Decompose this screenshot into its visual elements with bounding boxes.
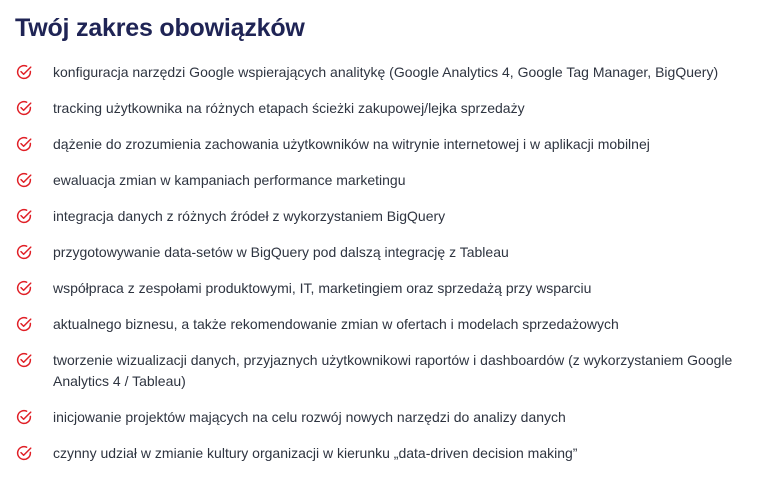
list-item: [15, 407, 765, 429]
list-item: [15, 98, 765, 120]
section-title: Twój zakres obowiązków: [15, 14, 305, 42]
list-item-text: czynny udział w zmianie kultury organizacji w kierunku „data-driven decision making”: [53, 445, 578, 461]
list-item: [15, 242, 765, 264]
list-item: [15, 62, 765, 84]
list-item: [15, 350, 765, 392]
responsibilities-section: [15, 12, 765, 479]
list-item-text: tworzenie wizualizacji danych, przyjaznych użytkownikowi raportów i dashboardów (z wykorzystaniem Google Analytics 4 / Tableau): [53, 352, 733, 389]
responsibilities-list: [15, 62, 765, 465]
list-item: [15, 170, 765, 192]
list-item-text: tracking użytkownika na różnych etapach ścieżki zakupowej/lejka sprzedaży: [53, 100, 525, 116]
list-item-text: dążenie do zrozumienia zachowania użytkowników na witrynie internetowej i w aplikacji mobilnej: [53, 136, 650, 152]
check-circle-icon: [15, 279, 33, 297]
list-item: [15, 278, 765, 300]
list-item-text: aktualnego biznesu, a także rekomendowanie zmian w ofertach i modelach sprzedażowych: [53, 316, 619, 332]
list-item-text: współpraca z zespołami produktowymi, IT, marketingiem oraz sprzedażą przy wsparciu: [53, 280, 592, 296]
check-circle-icon: [15, 243, 33, 261]
check-circle-icon: [15, 315, 33, 333]
list-item: [15, 206, 765, 228]
list-item-text: integracja danych z różnych źródeł z wykorzystaniem BigQuery: [53, 208, 446, 224]
list-item-text: ewaluacja zmian w kampaniach performance marketingu: [53, 172, 406, 188]
list-item-text: przygotowywanie data-setów w BigQuery pod dalszą integrację z Tableau: [53, 244, 509, 260]
list-item-text: konfiguracja narzędzi Google wspierających analitykę (Google Analytics 4, Google Tag Manager, BigQuery): [53, 64, 719, 80]
check-circle-icon: [15, 351, 33, 369]
list-item: [15, 134, 765, 156]
check-circle-icon: [15, 408, 33, 426]
list-item: [15, 443, 765, 465]
check-circle-icon: [15, 207, 33, 225]
list-item-text: inicjowanie projektów mających na celu rozwój nowych narzędzi do analizy danych: [53, 409, 566, 425]
check-circle-icon: [15, 444, 33, 462]
check-circle-icon: [15, 135, 33, 153]
list-item: [15, 314, 765, 336]
check-circle-icon: [15, 63, 33, 81]
check-circle-icon: [15, 171, 33, 189]
check-circle-icon: [15, 99, 33, 117]
